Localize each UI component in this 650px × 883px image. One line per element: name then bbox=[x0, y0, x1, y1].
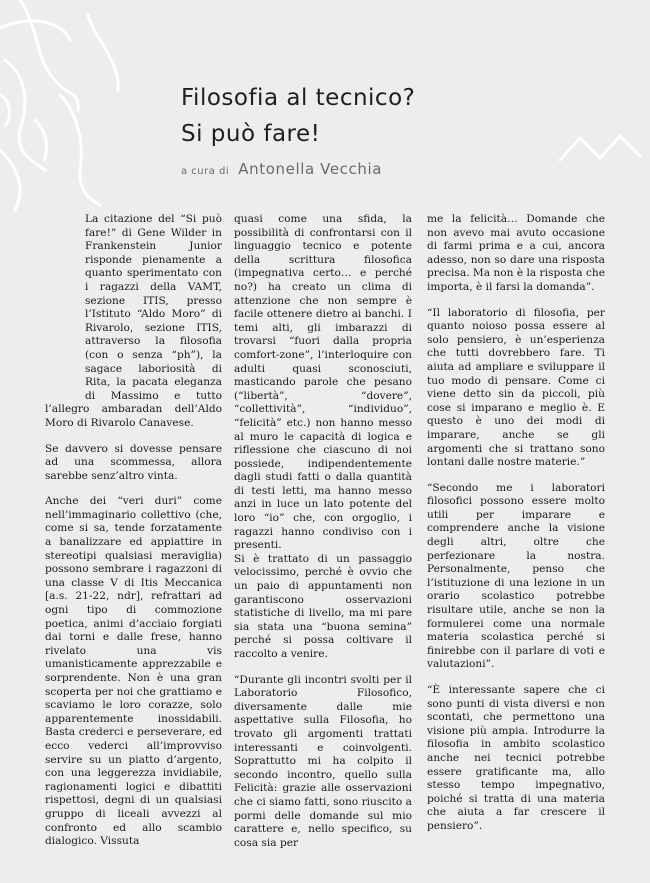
article-title bbox=[181, 80, 481, 152]
byline bbox=[181, 159, 382, 178]
paragraph: Se davvero si dovesse pensare ad una scommessa, allora sarebbe senz’altro vinta. bbox=[45, 442, 222, 482]
text-column-1 bbox=[45, 213, 222, 863]
paragraph: “Il laboratorio di filosofia, per quanto noioso possa essere al solo pensiero, è un’esperienza che tutti dovrebbero fare. Ti aiuta ad ampliare e sviluppare il tuo modo di pensare. Come ci viene detto sin da piccoli, più cose si imparano e meglio è. E questo è uno dei modi di imparare, anche se gli argomenti che si trattano sono lontani dalle nostre materie.” bbox=[427, 306, 605, 469]
author-name: Antonella Vecchia bbox=[238, 160, 383, 178]
title-line-2: Si può fare! bbox=[181, 121, 321, 147]
title-line-1: Filosofia al tecnico? bbox=[181, 85, 416, 111]
paragraph: “Secondo me i laboratori filosofici possono essere molto utili per imparare e comprendere anche la visione degli altri, oltre che perfezionare la nostra. Personalmente, penso che l’istituzione di una lezione in un orario scolastico potrebbe risultare utile, anche se non la formulerei come una normale materia scolastica perché si finirebbe con il parlare di voti e valutazioni”. bbox=[427, 481, 605, 671]
paragraph: Anche dei “veri duri” come nell’immaginario collettivo (che, come si sa, tende forzatamente a banalizzare ed appiattire in stereotipi qualsiasi meraviglia) possono sembrare i ragazzoni di una classe V di Itis Meccanica [a.s. 21-22, ndr], refrattari ad ogni tipo di commozione poetica, animi d’acciaio forgiati dai torni e dalle frese, hanno rivelato una vis umanisticamente apprezzabile e sorprendente. Non è una gran scoperta per noi che grattiamo e scaviamo le loro corazze, solo apparentemente inossidabili. Basta crederci e perseverare, ed ecco vederci all’improvviso servire su un piatto d’argento, con una leggerezza invidiabile, ragionamenti logici e dibattiti rispettosi, degni di un qualsiasi gruppo di liceali avvezzi al confronto ed allo scambio dialogico. Vissuta bbox=[45, 495, 222, 848]
illustration-wrap-space bbox=[45, 213, 85, 401]
paragraph: quasi come una sfida, la possibilità di confrontarsi con il linguaggio tecnico e potente della scrittura filosofica (impegnativa certo… e perché no?) ha creato un clima di attenzione che non sempre è facile ottenere dietro ai banchi. I temi alti, gli imbarazzi di trovarsi “fuori dalla propria comfort-zone”, l’interloquire con adulti quasi sconosciuti, masticando parole che pesano (“libertà”, “dovere”, “collettività”, “individuo”, “felicità” etc.) non hanno messo al muro le capacità di logica e riflessione che ciascuno di noi possiede, indipendentemente dagli studi fatti o dalla quantità di testi letti, ma hanno messo anzi in luce un lato potente del loro “io” che, con orgoglio, i ragazzi hanno condiviso con i presenti. bbox=[234, 213, 412, 552]
paragraph: me la felicità… Domande che non avevo mai avuto occasione di farmi prima e a cui, ancora adesso, non so dare una risposta precisa. Ma non è la risposta che importa, è il farsi la domanda”. bbox=[427, 213, 605, 293]
byline-prefix: a cura di bbox=[181, 166, 230, 177]
paragraph: “Durante gli incontri svolti per il Laboratorio Filosofico, diversamente dalle mie aspettative sulla Filosofia, ho trovato gli argomenti trattati interessanti e coinvolgenti. Soprattutto mi ha colpito il secondo incontro, quello sulla Felicità: grazie alle osservazioni che ci siamo fatti, sono riuscito a pormi delle domande sul mio carattere e, nello specifico, su cosa sia per bbox=[234, 673, 412, 849]
paragraph: “È interessante sapere che ci sono punti di vista diversi e non scontati, che permettono una visione più ampia. Introdurre la filosofia in ambito scolastico anche nei tecnici potrebbe essere gratificante ma, allo stesso tempo impegnativo, poiché si tratta di una materia che aiuta a far crescere il pensiero”. bbox=[427, 684, 605, 832]
paragraph: Si è trattato di un passaggio velocissimo, perché è ovvio che un paio di appuntamenti non garantiscono osservazioni statistiche di livello, ma mi pare sia stata una “buona semina” perché si possa coltivare il raccolto a venire. bbox=[234, 552, 412, 660]
text-column-3 bbox=[427, 213, 605, 863]
paragraph: La citazione del “Si può fare!” di Gene Wilder in Frankenstein Junior risponde pienamente a quanto sperimentato con i ragazzi della VAMT, sezione ITIS, presso l’Istituto “Aldo Moro” di Rivarolo, sezione ITIS, attraverso la filosofia (con o senza “ph”), la sagace laboriosità di Rita, la pacata eleganza di Massimo e tutto l’allegro ambaradan dell’Aldo Moro di Rivarolo Canavese. bbox=[45, 213, 222, 429]
text-column-2 bbox=[234, 213, 412, 863]
